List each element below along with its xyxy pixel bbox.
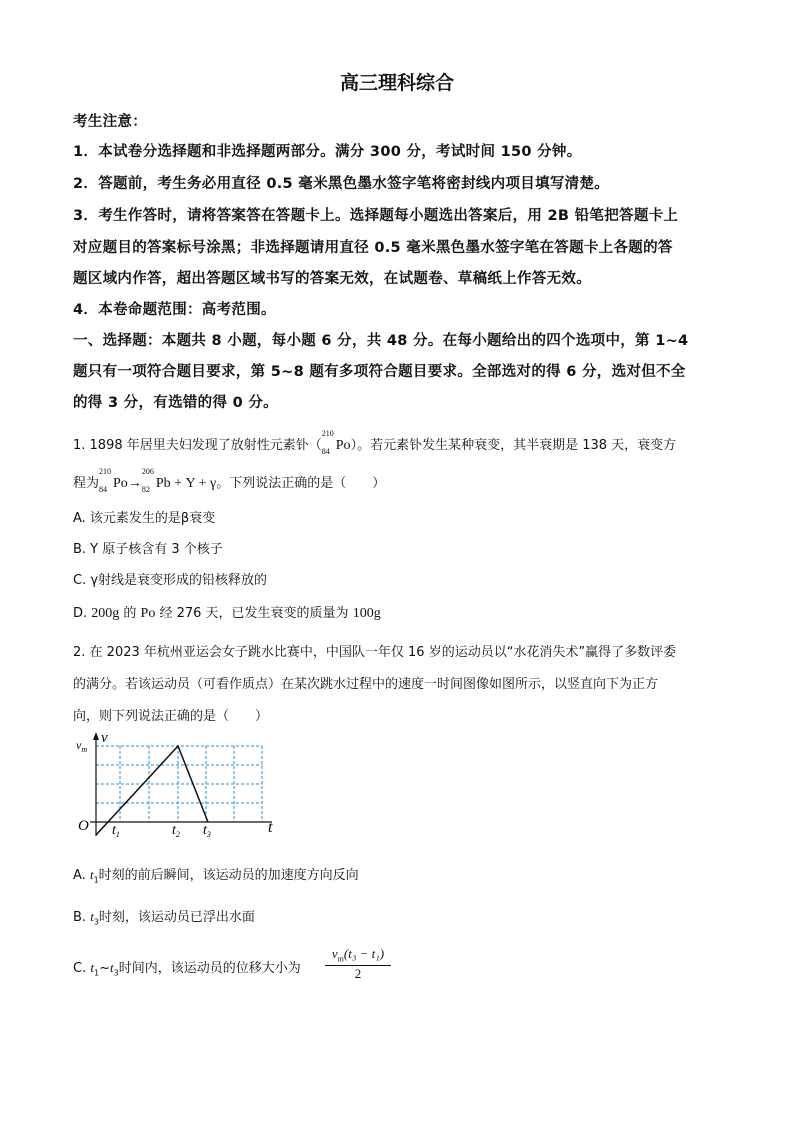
po-nuclide-2	[99, 467, 128, 494]
q1-option-d-mass2: 100g	[352, 606, 381, 621]
pb-nuclide	[141, 467, 171, 494]
frac-num-var: v	[331, 946, 338, 961]
t1-label: $t_1$	[112, 823, 120, 839]
fraction-numerator	[325, 946, 391, 966]
section1-instructions-line3: 的得 3 分，有选错的得 0 分。	[73, 395, 278, 411]
q2-option-a-sub: 1	[93, 875, 99, 885]
po-mass-number-2: 210	[99, 467, 112, 476]
q2-option-a-prefix: A.	[73, 868, 90, 883]
q1-stem-text-a: 1. 1898 年居里夫妇发现了放射性元素钋（	[73, 438, 322, 453]
q1-option-d-symbol: Po	[140, 606, 156, 621]
q1-option-b: B. Y 原子核含有 3 个核子	[73, 542, 223, 557]
po-atomic-number: 84	[321, 447, 330, 456]
q2-option-b-var: t	[90, 909, 94, 924]
q2-option-a-var: t	[89, 867, 94, 882]
origin-label: O	[78, 818, 89, 834]
q2-option-b-prefix: B.	[73, 910, 91, 925]
q1-option-a: A. 该元素发生的是β衰变	[73, 511, 216, 526]
q1-option-d	[73, 602, 381, 622]
frac-paren: (t₃ − t₁)	[343, 946, 385, 961]
q2-stem-line1: 2. 在 2023 年杭州亚运会女子跳水比赛中，中国队一年仅 16 岁的运动员以“水花消失术”赢得了多数评委	[73, 645, 677, 660]
q1-option-c: C. γ射线是衰变形成的铅核释放的	[73, 573, 268, 588]
po-atomic-number-2: 84	[99, 485, 108, 494]
q1-option-d-prefix: D.	[73, 606, 92, 621]
notice-item-4: 4．本卷命题范围：高考范围。	[73, 302, 276, 318]
notice-heading: 考生注意：	[73, 114, 147, 130]
q2-option-c-var1: t	[90, 960, 94, 975]
pb-atomic-number: 82	[141, 485, 150, 494]
po-symbol: Po	[335, 438, 351, 453]
q1-stem-text-d: 。下列说法正确的是（ ）	[216, 476, 386, 491]
pb-mass-number: 206	[141, 467, 154, 476]
q2-stem-line2: 的满分。若该运动员（可看作质点）在某次跳水过程中的速度一时间图像如图所示，以竖直向下为正方	[73, 677, 659, 692]
notice-item-3-cont1: 对应题目的答案标号涂黑；非选择题请用直径 0.5 毫米黑色墨水签字笔在答题卡上各题的答	[73, 240, 673, 256]
t-axis-label: t	[268, 819, 273, 836]
q1-option-d-mass1: 200g	[91, 606, 120, 621]
q1-stem-line1	[73, 429, 677, 456]
q2-option-a-text: 时刻的前后瞬间，该运动员的加速度方向反向	[98, 868, 359, 883]
q2-option-c-sub1: 1	[93, 968, 100, 978]
graph-grid	[96, 746, 262, 822]
decay-products: + Y + γ	[170, 476, 217, 491]
q2-option-b-sub: 3	[93, 917, 99, 927]
q2-option-c-text: 时间内，该运动员的位移大小为	[118, 961, 301, 976]
q1-stem-line2	[73, 467, 386, 494]
q1-stem-text-c: 程为	[73, 476, 100, 491]
q2-option-a	[73, 864, 359, 885]
q2-option-b-text: 时刻，该运动员已浮出水面	[98, 910, 255, 925]
pb-symbol: Pb	[155, 476, 171, 491]
q1-option-d-mid: 的	[119, 606, 141, 621]
q1-stem-text-b: ）。若元素钋发生某种衰变，其半衰期是 138 天，衰变方	[350, 438, 677, 453]
fraction-denominator: 2	[354, 965, 362, 981]
q2-option-c-prefix: C.	[73, 961, 91, 976]
decay-arrow: →	[127, 476, 142, 491]
q2-option-b	[73, 906, 255, 927]
section1-instructions-line2: 题只有一项符合题目要求，第 5~8 题有多项符合题目要求。全部选对的得 6 分，选对但不全	[73, 364, 686, 380]
q2-stem-line3: 向，则下列说法正确的是（ ）	[73, 709, 269, 724]
notice-item-2: 2．答题前，考生务必用直径 0.5 毫米黑色墨水签字笔将密封线内项目填写清楚。	[73, 176, 610, 192]
velocity-time-graph	[72, 728, 287, 840]
po-nuclide	[321, 429, 351, 456]
section1-instructions-line1: 一、选择题：本题共 8 小题，每小题 6 分，共 48 分。在每小题给出的四个选项中，第 1~4	[73, 333, 689, 349]
v-axis-arrow-icon	[93, 732, 99, 740]
t3-label: $t_3$	[203, 823, 211, 839]
q2-option-c	[73, 957, 301, 978]
q2-option-c-sub2: 3	[113, 968, 119, 978]
vm-label: $v_m$	[76, 738, 88, 754]
q2-option-c-fraction	[325, 946, 391, 982]
q2-option-c-tilde: ~	[99, 961, 110, 976]
frac-num-sub: m	[337, 954, 344, 964]
po-mass-number: 210	[321, 429, 334, 438]
q2-option-c-var2: t	[109, 960, 114, 975]
notice-item-3: 3．考生作答时，请将答案答在答题卡上。选择题每小题选出答案后，用 2B 铅笔把答题卡上	[73, 208, 679, 224]
t2-label: $t_2$	[172, 823, 180, 839]
po-symbol-2: Po	[113, 476, 128, 491]
notice-item-1: 1．本试卷分选择题和非选择题两部分。满分 300 分，考试时间 150 分钟。	[73, 144, 582, 160]
page-title: 高三理科综合	[339, 72, 454, 94]
q1-option-d-mid2: 经 276 天，已发生衰变的质量为	[155, 606, 353, 621]
notice-item-3-cont2: 题区域内作答，超出答题区域书写的答案无效，在试题卷、草稿纸上作答无效。	[73, 271, 591, 287]
v-axis-label: v	[101, 730, 108, 746]
